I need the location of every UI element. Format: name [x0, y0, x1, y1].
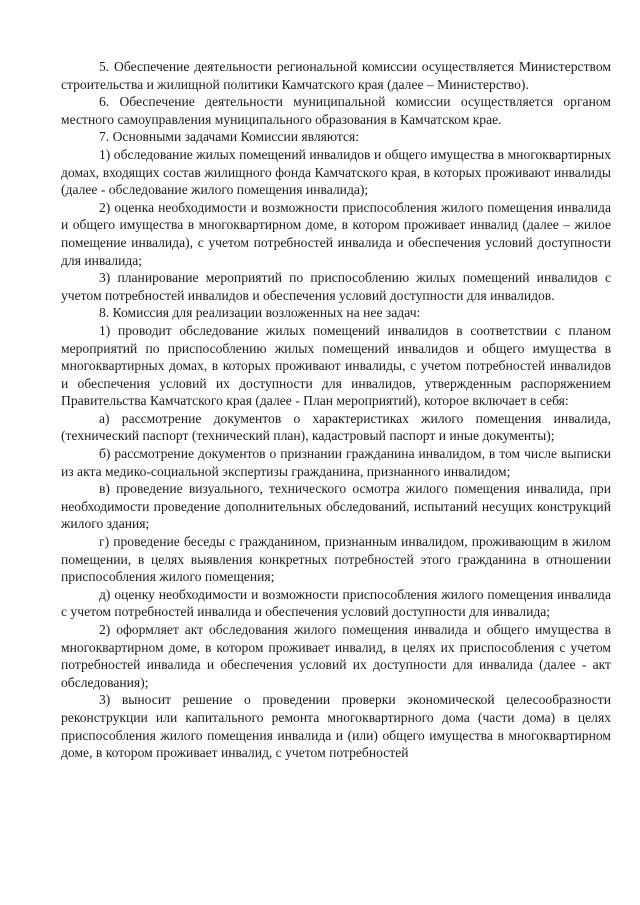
list-item-8-3: 3) выносит решение о проведении проверки экономической целесообразности реконструкции или капитального ремонта многоквартирного дома (части дома) в целях приспособления жилого помещения инвалида и (или) общего имущества в многоквартирном доме, в котором проживает инвалид, с учетом потребностей [61, 692, 611, 761]
document-page [61, 58, 611, 762]
list-item-8-2: 2) оформляет акт обследования жилого помещения инвалида и общего имущества в многоквартирном доме, в котором проживает инвалид, в целях их приспособления с учетом потребностей инвалида и обеспечения условий их доступности для инвалида (далее - акт обследования); [61, 622, 611, 690]
list-item-8-1-b: б) рассмотрение документов о признании гражданина инвалидом, в том числе выписки из акта медико-социальной экспертизы гражданина, признанного инвалидом; [61, 446, 611, 479]
paragraph-5: 5. Обеспечение деятельности региональной комиссии осуществляется Министерством строительства и жилищной политики Камчатского края (далее – Министерство). [61, 59, 611, 92]
paragraph-7: 7. Основными задачами Комиссии являются: [99, 129, 360, 145]
paragraph-6: 6. Обеспечение деятельности муниципальной комиссии осуществляется органом местного самоуправления муниципального образования в Камчатском крае. [61, 94, 611, 127]
list-item-7-2: 2) оценка необходимости и возможности приспособления жилого помещения инвалида и общего имущества в многоквартирном доме, в котором проживает инвалид (далее – жилое помещение инвалида), с учетом потребностей инвалида и обеспечения условий доступности для инвалида; [61, 199, 611, 268]
paragraph-8: 8. Комиссия для реализации возложенных на нее задач: [99, 305, 421, 321]
list-item-7-3: 3) планирование мероприятий по приспособлению жилых помещений инвалидов с учетом потребностей инвалидов и обеспечения условий доступности для инвалидов. [61, 270, 611, 303]
list-item-8-1-d: д) оценку необходимости и возможности приспособления жилого помещения инвалида с учетом потребностей инвалида и обеспечения условий доступности для инвалида; [61, 586, 611, 620]
list-item-8-1-g: г) проведение беседы с гражданином, признанным инвалидом, проживающим в жилом помещении, в целях выявления конкретных потребностей этого гражданина в отношении приспособления жилого помещения; [61, 534, 611, 585]
list-item-8-1-a: а) рассмотрение документов о характеристиках жилого помещения инвалида, (технический паспорт (технический план), кадастровый паспорт и иные документы); [61, 410, 611, 444]
list-item-8-1-v: в) проведение визуального, технического осмотра жилого помещения инвалида, при необходимости проведение дополнительных обследований, испытаний несущих конструкций жилого здания; [61, 481, 611, 532]
list-item-8-1: 1) проводит обследование жилых помещений инвалидов в соответствии с планом мероприятий по приспособлению жилых помещений инвалидов и общего имущества в многоквартирных домах, в которых проживают инвалиды, с учетом потребностей инвалидов и обеспечения условий их доступности для инвалидов, утвержденным распоряжением Правительства Камчатского края (далее - План мероприятий), которое включает в себя: [61, 322, 611, 409]
list-item-7-1: 1) обследование жилых помещений инвалидов и общего имущества в многоквартирных домах, входящих состав жилищного фонда Камчатского края, в которых проживают инвалиды (далее - обследование жилого помещения инвалида); [61, 146, 611, 198]
